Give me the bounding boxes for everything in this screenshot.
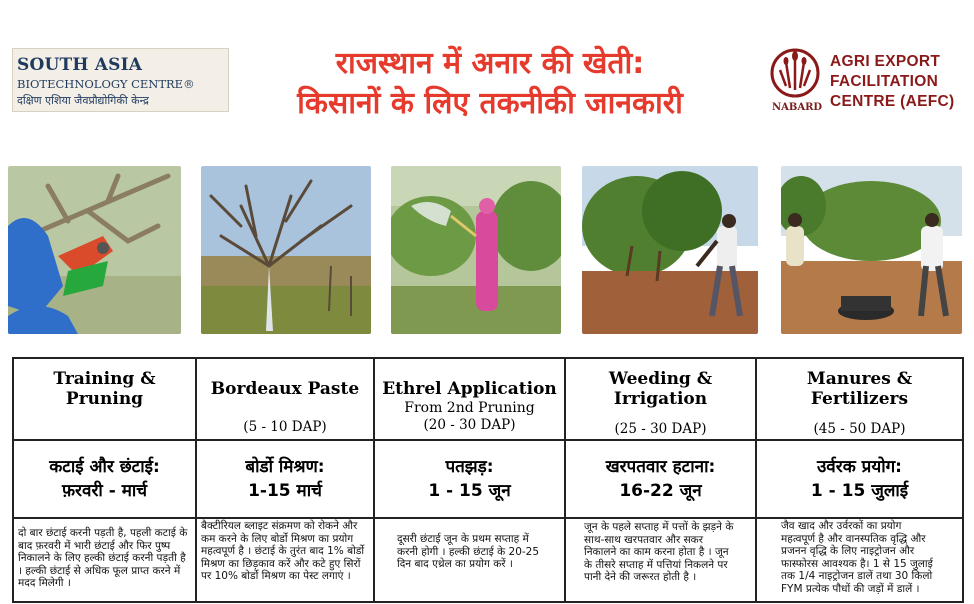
desc-cell-5: [756, 518, 963, 602]
hindi-date-row: [13, 440, 963, 518]
stage-cell-1: [13, 358, 196, 440]
stage-cell-3: [374, 358, 565, 440]
pruning-photo: [8, 166, 181, 334]
page-title: [240, 44, 740, 124]
stage-date-hi: फ़रवरी - मार्च: [61, 481, 148, 501]
manure-photo: [781, 166, 962, 334]
stage-date-hi: 1-15 मार्च: [248, 481, 322, 501]
stage-title-en: Manures & Fertilizers: [806, 369, 913, 409]
logo-line-3: दक्षिण एशिया जैवप्रौद्योगिकी केन्द्र: [17, 94, 149, 107]
desc-cell-3: [374, 518, 565, 602]
stage-cell-5: [756, 358, 963, 440]
stage-name-hi: पतझड़:: [445, 457, 494, 477]
nabard-label: NABARD: [772, 102, 823, 113]
stage-title-en: Ethrel Application: [382, 379, 557, 399]
desc-cell-2: [196, 518, 374, 602]
stage-description: जैव खाद और उर्वरकों का प्रयोग महत्वपूर्ण है और वानस्पतिक वृद्धि और प्रजनन वृद्धि के लिए नाइट्रोजन और फास्फोरस आवश्यक है। 1 से 15 जुलाई तक 1/4 नाइट्रोजन डालें तथा 30 किलो FYM प्रत्येक पौधों की जड़ों में डालें ।: [781, 520, 933, 595]
description-row: [13, 518, 963, 602]
english-header-row: [13, 358, 963, 440]
stage-name-hi: उर्वरक प्रयोग:: [816, 457, 902, 477]
stage-cell-2: [196, 358, 374, 440]
bordeaux-tree-photo: [201, 166, 371, 334]
aefc-line-3: CENTRE (AEFC): [830, 93, 955, 110]
nabard-emblem-icon: [770, 48, 820, 98]
title-line-1: राजस्थान में अनार की खेती:: [335, 46, 645, 81]
desc-cell-4: [565, 518, 756, 602]
header: [0, 0, 974, 160]
hindi-cell-4: [565, 440, 756, 518]
calendar-table: [12, 357, 964, 603]
stage-title-en: Bordeaux Paste: [210, 379, 360, 399]
stage-name-hi: कटाई और छंटाई:: [49, 457, 160, 477]
stage-title-en: Training & Pruning: [53, 369, 156, 409]
stage-dap: (20 - 30 DAP): [423, 417, 516, 433]
stage-dap: (5 - 10 DAP): [243, 419, 327, 435]
weeding-photo: [582, 166, 758, 334]
stage-description: जून के पहले सप्ताह में पत्तों के झड़ने के साथ-साथ खरपतवार और सकर निकालने का काम करना होता है । जून के तीसरे सप्ताह में पत्तियां निकलने पर पानी देने की जरूरत होती है ।: [584, 521, 734, 583]
stage-cell-4: [565, 358, 756, 440]
stage-description: दूसरी छंटाई जून के प्रथम सप्ताह में करनी होगी । हल्की छंटाई के 20-25 दिन बाद एथ्रेल का प्रयोग करें ।: [397, 533, 540, 570]
stage-date-hi: 1 - 15 जून: [428, 481, 511, 501]
hindi-cell-3: [374, 440, 565, 518]
ethrel-spraying-photo: [391, 166, 561, 334]
hindi-cell-5: [756, 440, 963, 518]
stage-date-hi: 16-22 जून: [619, 481, 702, 501]
stage-date-hi: 1 - 15 जुलाई: [810, 481, 909, 501]
hindi-cell-1: [13, 440, 196, 518]
stage-description: बैक्टीरियल ब्लाइट संक्रमण को रोकने और कम करने के लिए बोर्डो मिश्रण का प्रयोग महत्वपूर्ण है । छंटाई के तुरंत बाद 1% बोर्डो मिश्रण का छिड़काव करें और कटे हुए सिरों पर 10% बोर्डो मिश्रण का पेस्ट लगाएं ।: [201, 520, 365, 582]
desc-cell-1: [13, 518, 196, 602]
aefc-label: [830, 52, 960, 112]
aefc-line-1: AGRI EXPORT: [830, 53, 941, 70]
stage-name-hi: बोर्डो मिश्रण:: [245, 457, 325, 477]
hindi-cell-2: [196, 440, 374, 518]
photo-strip: [0, 166, 974, 338]
stage-dap: (45 - 50 DAP): [813, 421, 906, 437]
logo-line-1: SOUTH ASIA: [17, 55, 143, 75]
stage-title-en: Weeding & Irrigation: [608, 369, 713, 409]
nabard-aefc-logo: [770, 48, 960, 118]
logo-line-2: BIOTECHNOLOGY CENTRE®: [17, 77, 195, 91]
stage-name-hi: खरपतवार हटाना:: [605, 457, 716, 477]
stage-subtitle-en: From 2nd Pruning: [404, 400, 535, 416]
title-line-2: किसानों के लिए तकनीकी जानकारी: [297, 86, 683, 121]
stage-dap: (25 - 30 DAP): [614, 421, 707, 437]
south-asia-biotech-logo: [12, 48, 229, 112]
stage-description: दो बार छंटाई करनी पड़ती है, पहली कटाई के बाद फ़रवरी में भारी छंटाई और फिर पुष्प निकालने के लिए हल्की छंटाई करनी पड़ती है । हल्की छंटाई से अधिक फूल प्राप्त करने में मदद मिलेगी ।: [18, 527, 188, 589]
aefc-line-2: FACILITATION: [830, 73, 939, 90]
